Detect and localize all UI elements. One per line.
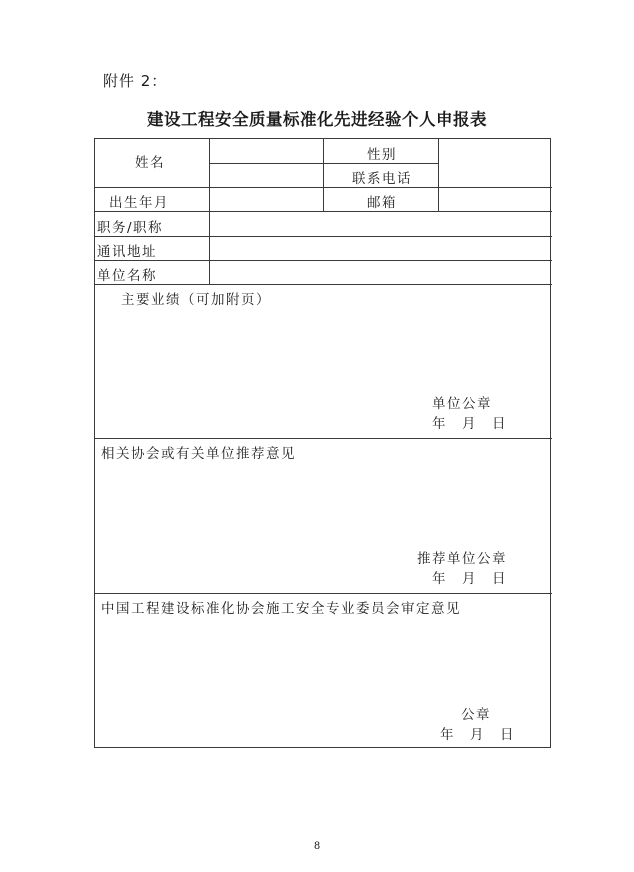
name-label: 姓名 <box>135 155 165 171</box>
review-date: 年 月 日 <box>440 727 515 743</box>
recommendation-date: 年 月 日 <box>432 571 507 587</box>
gender-label: 性别 <box>367 147 397 163</box>
review-seal: 公章 <box>461 707 491 723</box>
form-title: 建设工程安全质量标准化先进经验个人申报表 <box>147 110 487 129</box>
recommendation-heading: 相关协会或有关单位推荐意见 <box>101 446 296 462</box>
row-divider <box>95 260 552 261</box>
achievements-date: 年 月 日 <box>432 416 507 432</box>
annex-label: 附件 2： <box>103 72 168 90</box>
achievements-heading: 主要业绩（可加附页） <box>121 292 271 308</box>
row-divider <box>95 236 552 237</box>
section-divider <box>95 438 552 439</box>
email-label: 邮箱 <box>367 195 397 211</box>
employer-label: 单位名称 <box>97 268 157 284</box>
achievements-seal: 单位公章 <box>432 396 492 412</box>
application-form <box>94 138 551 748</box>
review-heading: 中国工程建设标准化协会施工安全专业委员会审定意见 <box>101 601 461 617</box>
column-divider <box>438 139 439 211</box>
column-divider <box>209 139 210 284</box>
page-number: 8 <box>313 841 321 852</box>
position-label: 职务/职称 <box>97 220 164 236</box>
column-divider <box>323 139 324 211</box>
section-divider <box>95 593 552 594</box>
row-divider <box>95 211 552 212</box>
phone-label: 联系电话 <box>352 171 412 187</box>
address-label: 通讯地址 <box>97 244 157 260</box>
recommendation-seal: 推荐单位公章 <box>417 551 507 567</box>
row-divider <box>95 284 552 285</box>
birth-label: 出生年月 <box>109 195 169 211</box>
